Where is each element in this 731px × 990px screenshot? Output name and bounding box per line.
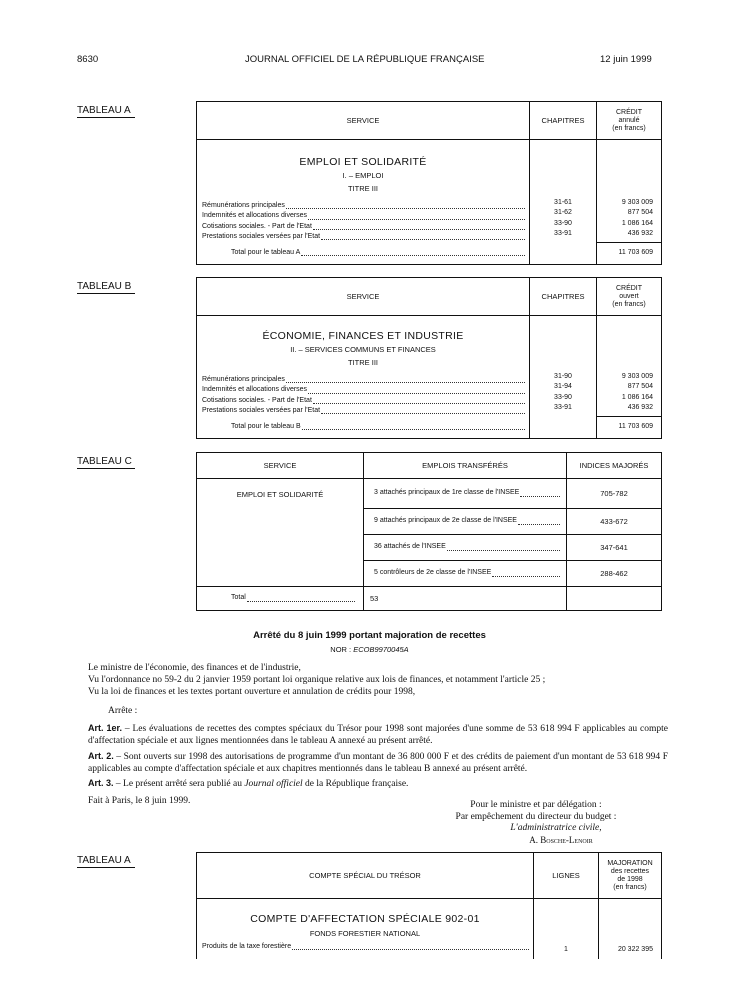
- tableau-a-table: [196, 101, 662, 265]
- chapter-code: 31-62: [554, 209, 572, 217]
- total-amount: 11 703 609: [618, 249, 653, 257]
- indice-value: 433-672: [567, 509, 662, 535]
- table-row: Rémunérations principales: [197, 201, 529, 211]
- majoration-amount: 20 322 395: [617, 946, 653, 953]
- service-name: EMPLOI ET SOLIDARITÉ: [197, 479, 364, 587]
- credit-amount: 877 504: [627, 383, 653, 391]
- ligne-number: 1: [564, 946, 568, 953]
- page-number: 8630: [77, 54, 99, 65]
- table-row: Indemnités et allocations diverses: [197, 211, 529, 221]
- col-indices-header: INDICES MAJORÉS: [567, 453, 662, 479]
- done-at: Fait à Paris, le 8 juin 1999.: [88, 796, 191, 807]
- table-row: Prestations sociales versées par l'Etat: [197, 232, 529, 242]
- credit-amount: 9 303 009: [621, 199, 653, 206]
- arrete-word: Arrête :: [108, 706, 138, 717]
- table-row: Prestations sociales versées par l'Etat: [197, 406, 529, 416]
- titre-title: TITRE III: [348, 358, 378, 367]
- total-row-label: Total: [197, 593, 363, 603]
- chapter-code: 31-94: [554, 383, 572, 391]
- chapter-code: 33-90: [554, 219, 572, 227]
- credit-amount: 1 086 164: [621, 393, 653, 401]
- credit-amount: 9 303 009: [621, 373, 653, 380]
- intro-line: Vu l'ordonnance no 59-2 du 2 janvier 1959 portant loi organique relative aux lois de finances, et notamment l'article 25 ;: [88, 674, 546, 685]
- tableau-a2-label: TABLEAU A: [77, 855, 135, 868]
- table-row: Produits de la taxe forestière: [197, 942, 533, 952]
- credit-amount: 436 932: [627, 229, 653, 237]
- table-row: Rémunérations principales: [197, 375, 529, 385]
- chapter-code: 33-91: [554, 403, 572, 411]
- journal-title: JOURNAL OFFICIEL DE LA RÉPUBLIQUE FRANÇAISE: [245, 54, 485, 65]
- col-credit-header: CRÉDIT ouvert (en francs): [597, 278, 662, 316]
- col-credit-header: CRÉDIT annulé (en francs): [597, 102, 662, 140]
- indice-value: 288-462: [567, 561, 662, 587]
- credit-amount: 877 504: [627, 209, 653, 217]
- col-service-header: SERVICE: [197, 278, 530, 316]
- issue-date: 12 juin 1999: [600, 54, 652, 65]
- arrete-title: Arrêté du 8 juin 1999 portant majoration de recettes: [253, 630, 486, 641]
- tableau-a2-table: [196, 852, 662, 959]
- table-row: Cotisations sociales. - Part de l'Etat: [197, 222, 529, 232]
- total-row-label: Total pour le tableau A: [197, 248, 529, 258]
- section-title: II. – SERVICES COMMUNS ET FINANCES: [290, 345, 436, 354]
- col-lignes-header: LIGNES: [534, 853, 599, 899]
- table-row: 36 attachés de l'INSEE: [364, 542, 566, 552]
- table-row: Indemnités et allocations diverses: [197, 385, 529, 395]
- tableau-a-label: TABLEAU A: [77, 105, 135, 118]
- chapter-code: 33-90: [554, 393, 572, 401]
- intro-line: Vu la loi de finances et les textes portant ouverture et annulation de crédits pour 1998,: [88, 686, 416, 697]
- ministry-title: EMPLOI ET SOLIDARITÉ: [299, 156, 427, 168]
- tableau-b-label: TABLEAU B: [77, 281, 135, 294]
- nor-line: NOR : ECOB9970045A: [330, 645, 409, 654]
- table-row: 3 attachés principaux de 1re classe de l'INSEE: [364, 488, 566, 498]
- tableau-c-table: [196, 452, 662, 611]
- col-chapitres-header: CHAPITRES: [530, 278, 597, 316]
- arrete-body: [88, 663, 668, 808]
- total-count: 53: [364, 587, 567, 611]
- total-row-label: Total pour le tableau B: [197, 422, 529, 432]
- col-emplois-header: EMPLOIS TRANSFÉRÉS: [364, 453, 567, 479]
- titre-title: TITRE III: [348, 184, 378, 193]
- signature-block: Pour le ministre et par délégation : Par empêchement du directeur du budget : L'administratrice civile, A. Bosche-Lenoir: [455, 800, 617, 845]
- col-majoration-header: MAJORATION des recettes de 1998 (en francs): [599, 853, 662, 899]
- indice-value: 347-641: [567, 535, 662, 561]
- compte-title: COMPTE D'AFFECTATION SPÉCIALE 902-01: [250, 913, 480, 925]
- table-row: 5 contrôleurs de 2e classe de l'INSEE: [364, 568, 566, 578]
- col-service-header: SERVICE: [197, 102, 530, 140]
- article-1: Art. 1er. – Les évaluations de recettes des comptes spéciaux du Trésor pour 1998 sont majorées d'une somme de 53 618 994 F applicables au compte d'affectation spéciale et aux lignes mentionnées dans le tableau A annexé au présent arrêté.: [88, 723, 668, 746]
- article-2: Art. 2. – Sont ouverts sur 1998 des autorisations de programme d'un montant de 36 800 000 F et des crédits de paiement d'un montant de 53 618 994 F applicables au compte d'affectation spéciale et aux chapitres mentionnés dans le tableau B annexé au présent arrêté.: [88, 750, 668, 774]
- col-chapitres-header: CHAPITRES: [530, 102, 597, 140]
- credit-amount: 436 932: [627, 403, 653, 411]
- indice-value: 705-782: [567, 479, 662, 509]
- chapter-code: 33-91: [554, 229, 572, 237]
- table-row: Cotisations sociales. - Part de l'Etat: [197, 396, 529, 406]
- col-service-header: SERVICE: [197, 453, 364, 479]
- article-3: Art. 3. – Le présent arrêté sera publié au Journal officiel de la République française.: [88, 778, 409, 790]
- section-title: I. – EMPLOI: [342, 171, 384, 180]
- intro-line: Le ministre de l'économie, des finances et de l'industrie,: [88, 663, 301, 673]
- chapter-code: 31-90: [554, 373, 572, 380]
- col-compte-header: COMPTE SPÉCIAL DU TRÉSOR: [197, 853, 534, 899]
- credit-amount: 1 086 164: [621, 219, 653, 227]
- ministry-title: ÉCONOMIE, FINANCES ET INDUSTRIE: [262, 330, 464, 342]
- tableau-c-label: TABLEAU C: [77, 456, 135, 469]
- chapter-code: 31-61: [554, 199, 572, 206]
- fonds-title: FONDS FORESTIER NATIONAL: [309, 929, 421, 938]
- tableau-b-table: [196, 277, 662, 439]
- table-row: 9 attachés principaux de 2e classe de l'INSEE: [364, 516, 566, 526]
- total-amount: 11 703 609: [618, 423, 653, 431]
